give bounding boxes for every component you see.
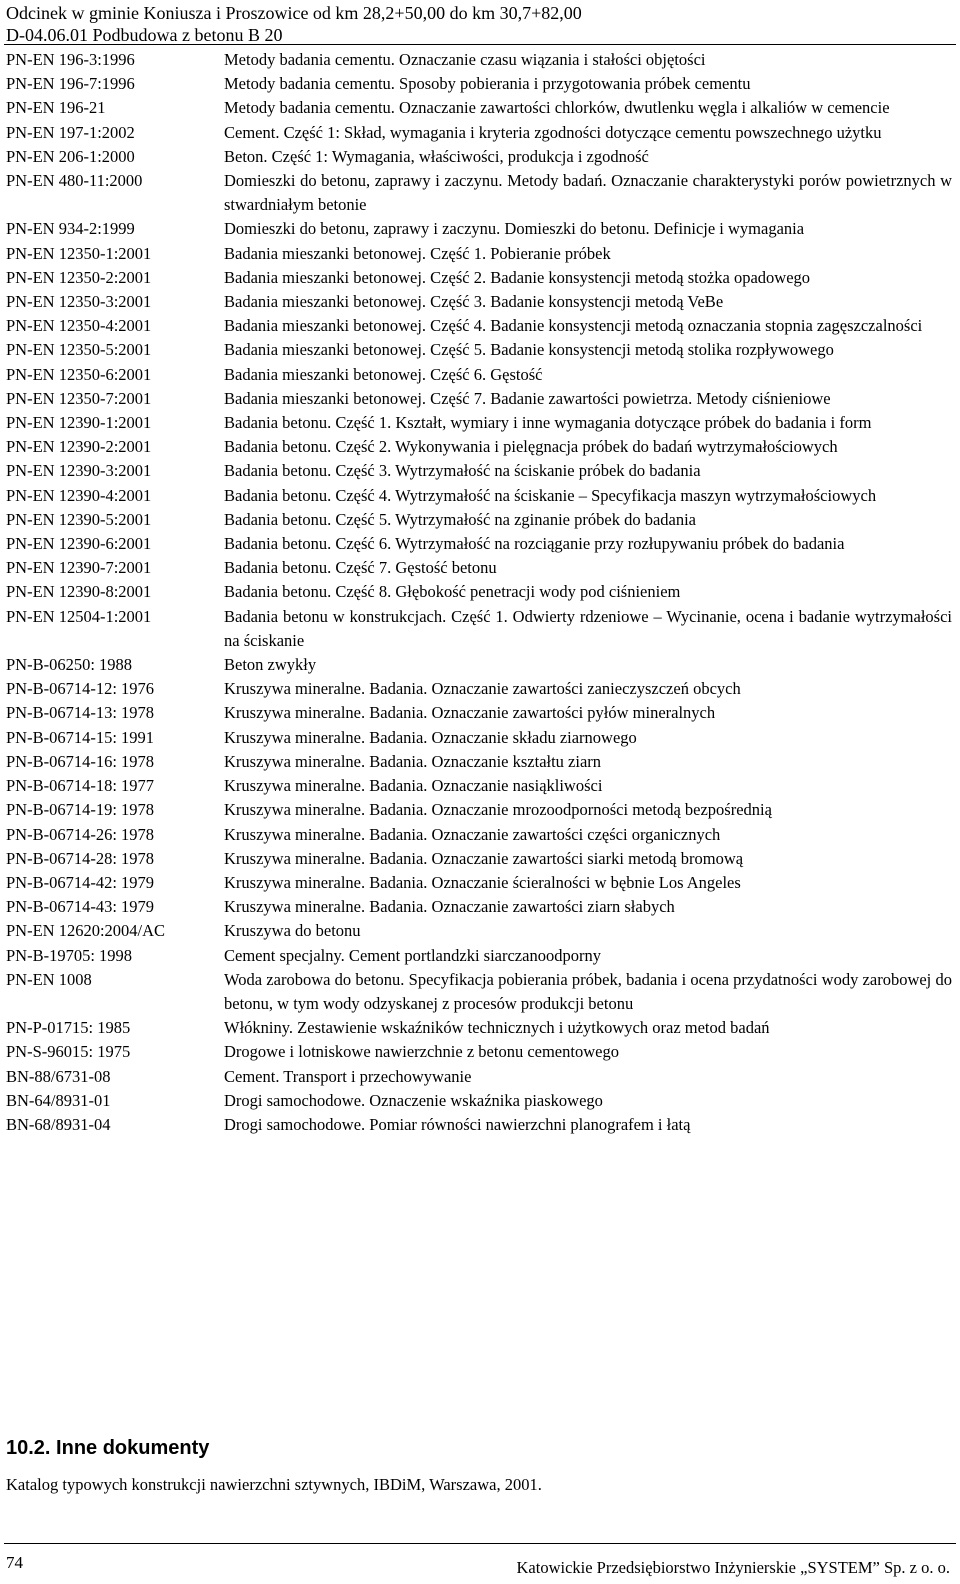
norm-description: Kruszywa mineralne. Badania. Oznaczanie nasiąkliwości (224, 776, 603, 796)
norm-code: PN-EN 197-1:2002 (6, 122, 135, 142)
norm-code: PN-B-06714-28: 1978 (6, 848, 155, 868)
norm-description: Woda zarobowa do betonu. Specyfikacja pobierania próbek, badania i ocena przydatności wody zarobowej do betonu, w tym wody odzyskanej z procesów produkcji betonu (224, 969, 952, 1013)
norm-row (6, 435, 952, 459)
norm-code: PN-EN 12390-4:2001 (6, 485, 152, 505)
norm-row (6, 121, 952, 145)
norm-code: PN-B-06250: 1988 (6, 655, 133, 675)
norm-description: Domieszki do betonu, zaprawy i zaczynu. Metody badań. Oznaczanie charakterystyki porów powietrznych w stwardniałym betonie (224, 171, 952, 215)
footer-company: Katowickie Przedsiębiorstwo Inżynierskie „SYSTEM” Sp. z o. o. (516, 1558, 950, 1577)
norm-code: BN-88/6731-08 (6, 1066, 111, 1086)
norm-row (6, 919, 952, 943)
norm-code: PN-B-06714-13: 1978 (6, 703, 155, 723)
norm-code: PN-EN 12350-3:2001 (6, 292, 152, 312)
norm-description: Cement. Część 1: Skład, wymagania i kryteria zgodności dotyczące cementu powszechnego użytku (224, 122, 882, 142)
norm-row (6, 314, 952, 338)
norm-code: PN-EN 12350-5:2001 (6, 340, 152, 360)
footer-divider (4, 1543, 956, 1544)
page-number: 74 (6, 1553, 23, 1572)
norm-description: Metody badania cementu. Sposoby pobierania i przygotowania próbek cementu (224, 74, 751, 94)
norm-row (6, 1089, 952, 1113)
header-title: Odcinek w gminie Koniusza i Proszowice od km 28,2+50,00 do km 30,7+82,00 (6, 3, 582, 23)
norm-description: Kruszywa mineralne. Badania. Oznaczanie zawartości części organicznych (224, 824, 721, 844)
other-document-entry: Katalog typowych konstrukcji nawierzchni sztywnych, IBDiM, Warszawa, 2001. (6, 1475, 542, 1494)
norm-description: Metody badania cementu. Oznaczanie czasu wiązania i stałości objętości (224, 50, 706, 69)
norm-code: PN-EN 12350-6:2001 (6, 364, 152, 384)
norm-description: Badania betonu. Część 5. Wytrzymałość na zginanie próbek do badania (224, 509, 696, 529)
norm-code: PN-B-19705: 1998 (6, 945, 133, 965)
norm-code: PN-EN 12390-5:2001 (6, 509, 152, 529)
norm-description: Beton zwykły (224, 655, 317, 675)
norm-row (6, 387, 952, 411)
norm-row (6, 871, 952, 895)
norm-description: Badania betonu. Część 1. Kształt, wymiary i inne wymagania dotyczące próbek do badania i form (224, 413, 872, 433)
norm-row (6, 459, 952, 483)
norm-row (6, 484, 952, 508)
norm-description: Badania mieszanki betonowej. Część 4. Badanie konsystencji metodą oznaczania stopnia zagęszczalności (224, 316, 923, 336)
norm-code: PN-P-01715: 1985 (6, 1018, 131, 1038)
norm-code: PN-EN 12390-7:2001 (6, 558, 152, 578)
norm-description: Badania betonu. Część 8. Głębokość penetracji wody pod ciśnieniem (224, 582, 681, 602)
norm-row (6, 750, 952, 774)
norm-row (6, 847, 952, 871)
norm-row (6, 1016, 952, 1040)
norm-code: PN-EN 12390-8:2001 (6, 582, 152, 602)
norm-code: PN-EN 12390-2:2001 (6, 437, 152, 457)
norm-row (6, 96, 952, 120)
norm-code: PN-EN 934-2:1999 (6, 219, 135, 239)
norm-code: PN-EN 12350-4:2001 (6, 316, 152, 336)
norm-code: PN-EN 196-3:1996 (6, 50, 135, 69)
norm-row (6, 169, 952, 217)
norm-description: Domieszki do betonu, zaprawy i zaczynu. Domieszki do betonu. Definicje i wymagania (224, 219, 805, 239)
norm-row (6, 363, 952, 387)
norm-row (6, 72, 952, 96)
norm-row (6, 508, 952, 532)
norm-code: PN-EN 12350-7:2001 (6, 388, 152, 408)
norm-description: Badania mieszanki betonowej. Część 2. Badanie konsystencji metodą stożka opadowego (224, 267, 811, 287)
norm-description: Kruszywa mineralne. Badania. Oznaczanie zawartości ziarn słabych (224, 897, 675, 917)
norm-description: Badania mieszanki betonowej. Część 7. Badanie zawartości powietrza. Metody ciśnieniowe (224, 388, 831, 408)
header-subtitle: D-04.06.01 Podbudowa z betonu B 20 (6, 25, 283, 45)
norm-row (6, 774, 952, 798)
norm-description: Kruszywa mineralne. Badania. Oznaczanie zawartości siarki metodą bromową (224, 848, 744, 868)
norm-code: PN-B-06714-18: 1977 (6, 776, 155, 796)
norm-row (6, 1040, 952, 1064)
norm-description: Badania mieszanki betonowej. Część 6. Gęstość (224, 364, 543, 384)
norm-row (6, 290, 952, 314)
norm-description: Cement. Transport i przechowywanie (224, 1066, 472, 1086)
norm-row (6, 145, 952, 169)
norm-row (6, 677, 952, 701)
section-heading: 10.2. Inne dokumenty (6, 1437, 210, 1459)
norm-code: PN-EN 12504-1:2001 (6, 606, 152, 626)
norm-code: PN-B-06714-16: 1978 (6, 751, 155, 771)
norm-code: PN-B-06714-43: 1979 (6, 897, 155, 917)
norm-row (6, 48, 952, 72)
norm-row (6, 968, 952, 1016)
norm-row (6, 266, 952, 290)
norm-code: PN-S-96015: 1975 (6, 1042, 131, 1062)
page-header (6, 2, 954, 46)
norm-description: Kruszywa mineralne. Badania. Oznaczanie zawartości pyłów mineralnych (224, 703, 716, 723)
norm-row (6, 726, 952, 750)
norm-description: Kruszywa mineralne. Badania. Oznaczanie ścieralności w bębnie Los Angeles (224, 872, 741, 892)
norm-description: Badania betonu. Część 4. Wytrzymałość na ściskanie – Specyfikacja maszyn wytrzymałościowych (224, 485, 877, 505)
norm-row (6, 605, 952, 653)
norm-code: PN-B-06714-15: 1991 (6, 727, 155, 747)
norm-code: PN-B-06714-12: 1976 (6, 679, 155, 699)
norm-code: PN-B-06714-19: 1978 (6, 800, 155, 820)
norm-description: Cement specjalny. Cement portlandzki siarczanoodporny (224, 945, 601, 965)
norm-description: Badania mieszanki betonowej. Część 5. Badanie konsystencji metodą stolika rozpływowego (224, 340, 834, 360)
norms-list (6, 48, 952, 1137)
norm-row (6, 895, 952, 919)
norm-code: PN-EN 480-11:2000 (6, 171, 143, 191)
norm-code: PN-EN 12390-6:2001 (6, 534, 152, 554)
norm-row (6, 653, 952, 677)
norm-description: Badania betonu. Część 6. Wytrzymałość na rozciąganie przy rozłupywaniu próbek do badania (224, 534, 845, 554)
norm-description: Kruszywa mineralne. Badania. Oznaczanie składu ziarnowego (224, 727, 637, 747)
norm-row (6, 1113, 952, 1137)
norm-code: PN-EN 196-21 (6, 98, 106, 118)
norm-code: BN-68/8931-04 (6, 1114, 111, 1134)
norm-description: Badania mieszanki betonowej. Część 3. Badanie konsystencji metodą VeBe (224, 292, 724, 312)
norm-description: Badania betonu. Część 2. Wykonywania i pielęgnacja próbek do badań wytrzymałościowych (224, 437, 838, 457)
norm-description: Drogi samochodowe. Oznaczenie wskaźnika piaskowego (224, 1090, 603, 1110)
norm-code: PN-EN 12350-1:2001 (6, 243, 152, 263)
norm-row (6, 217, 952, 241)
norm-code: BN-64/8931-01 (6, 1090, 111, 1110)
norm-row (6, 798, 952, 822)
norm-code: PN-EN 12620:2004/AC (6, 921, 166, 941)
norm-code: PN-EN 196-7:1996 (6, 74, 135, 94)
norm-code: PN-EN 206-1:2000 (6, 146, 135, 166)
norm-description: Badania betonu. Część 7. Gęstość betonu (224, 558, 497, 578)
norm-row (6, 242, 952, 266)
norm-row (6, 580, 952, 604)
norm-description: Kruszywa mineralne. Badania. Oznaczanie zawartości zanieczyszczeń obcych (224, 679, 741, 699)
norm-row (6, 944, 952, 968)
norm-description: Włókniny. Zestawienie wskaźników technicznych i użytkowych oraz metod badań (224, 1018, 770, 1038)
norm-description: Badania mieszanki betonowej. Część 1. Pobieranie próbek (224, 243, 611, 263)
norm-description: Kruszywa do betonu (224, 921, 361, 941)
norm-row (6, 823, 952, 847)
norm-code: PN-EN 12390-3:2001 (6, 461, 152, 481)
norm-description: Beton. Część 1: Wymagania, właściwości, produkcja i zgodność (224, 146, 649, 166)
norm-description: Metody badania cementu. Oznaczanie zawartości chlorków, dwutlenku węgla i alkaliów w cemencie (224, 98, 890, 118)
norm-row (6, 411, 952, 435)
header-divider (4, 44, 956, 45)
norm-description: Badania betonu. Część 3. Wytrzymałość na ściskanie próbek do badania (224, 461, 701, 481)
norm-description: Drogowe i lotniskowe nawierzchnie z betonu cementowego (224, 1042, 619, 1062)
norm-row (6, 338, 952, 362)
norm-code: PN-B-06714-42: 1979 (6, 872, 155, 892)
norm-row (6, 532, 952, 556)
norm-row (6, 701, 952, 725)
norm-code: PN-EN 1008 (6, 969, 92, 989)
norm-row (6, 1065, 952, 1089)
norm-row (6, 556, 952, 580)
norm-code: PN-B-06714-26: 1978 (6, 824, 155, 844)
norm-description: Badania betonu w konstrukcjach. Część 1. Odwierty rdzeniowe – Wycinanie, ocena i badanie wytrzymałości na ściskanie (224, 606, 952, 650)
norm-description: Kruszywa mineralne. Badania. Oznaczanie kształtu ziarn (224, 751, 602, 771)
norm-code: PN-EN 12390-1:2001 (6, 413, 152, 433)
norm-description: Drogi samochodowe. Pomiar równości nawierzchni planografem i łatą (224, 1114, 691, 1134)
norm-code: PN-EN 12350-2:2001 (6, 267, 152, 287)
norm-description: Kruszywa mineralne. Badania. Oznaczanie mrozoodporności metodą bezpośrednią (224, 800, 772, 820)
